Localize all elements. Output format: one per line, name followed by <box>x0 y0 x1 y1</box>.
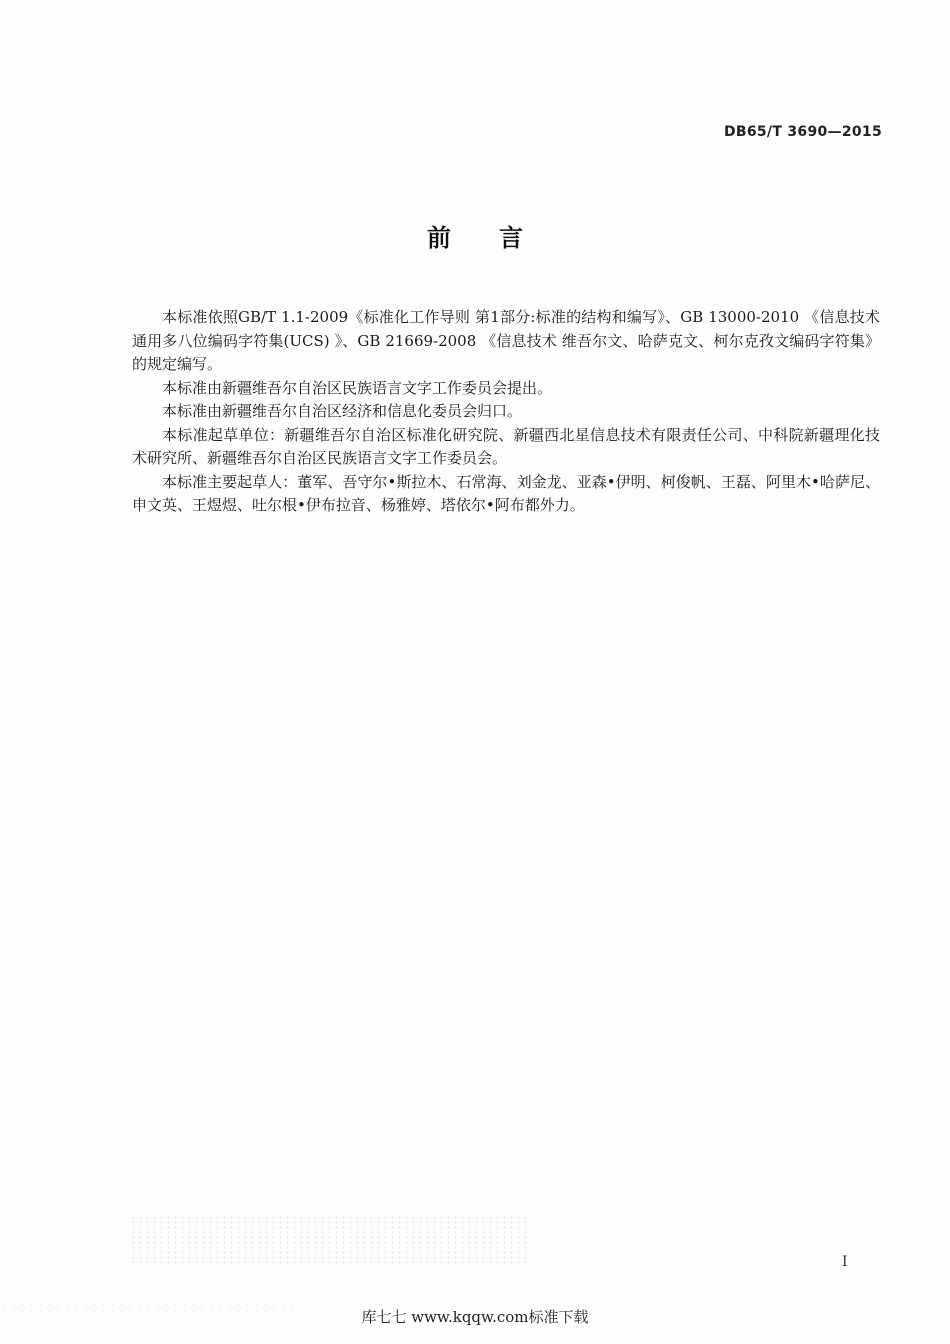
paragraph-drafters: 本标准主要起草人：董军、吾守尔•斯拉木、石常海、刘金龙、亚森•伊明、柯俊帆、王磊、阿里木•哈萨尼、申文英、王煜煜、吐尔根•伊布拉音、杨雅婷、塔依尔•阿布都外力。 <box>132 472 880 514</box>
document-code: DB65/T 3690—2015 <box>723 124 882 140</box>
scan-noise <box>130 1215 530 1265</box>
paragraph-proposer: 本标准由新疆维吾尔自治区民族语言文字工作委员会提出。 <box>162 378 553 397</box>
paragraph-drafting-units: 本标准起草单位：新疆维吾尔自治区标准化研究院、新疆西北星信息技术有限责任公司、中科院新疆理化技术研究所、新疆维吾尔自治区民族语言文字工作委员会。 <box>132 425 880 467</box>
watermark-text: 库七七 www.kqqw.com标准下载 <box>361 1308 589 1326</box>
paragraph-administrator: 本标准由新疆维吾尔自治区经济和信息化委员会归口。 <box>162 402 523 420</box>
paragraph-basis: 本标准依照GB/T 1.1-2009《标准化工作导则 第1部分:标准的结构和编写》、GB 13000-2010 《信息技术 通用多八位编码字符集(UCS) 》、GB 21669-2008 《信息技术 维吾尔文、哈萨克文、柯尔克孜文编码字符集》的规定编写。 <box>132 308 880 373</box>
page-title: 前言 <box>427 224 571 252</box>
foreword-body <box>132 306 880 518</box>
page-number: I <box>842 1254 848 1270</box>
